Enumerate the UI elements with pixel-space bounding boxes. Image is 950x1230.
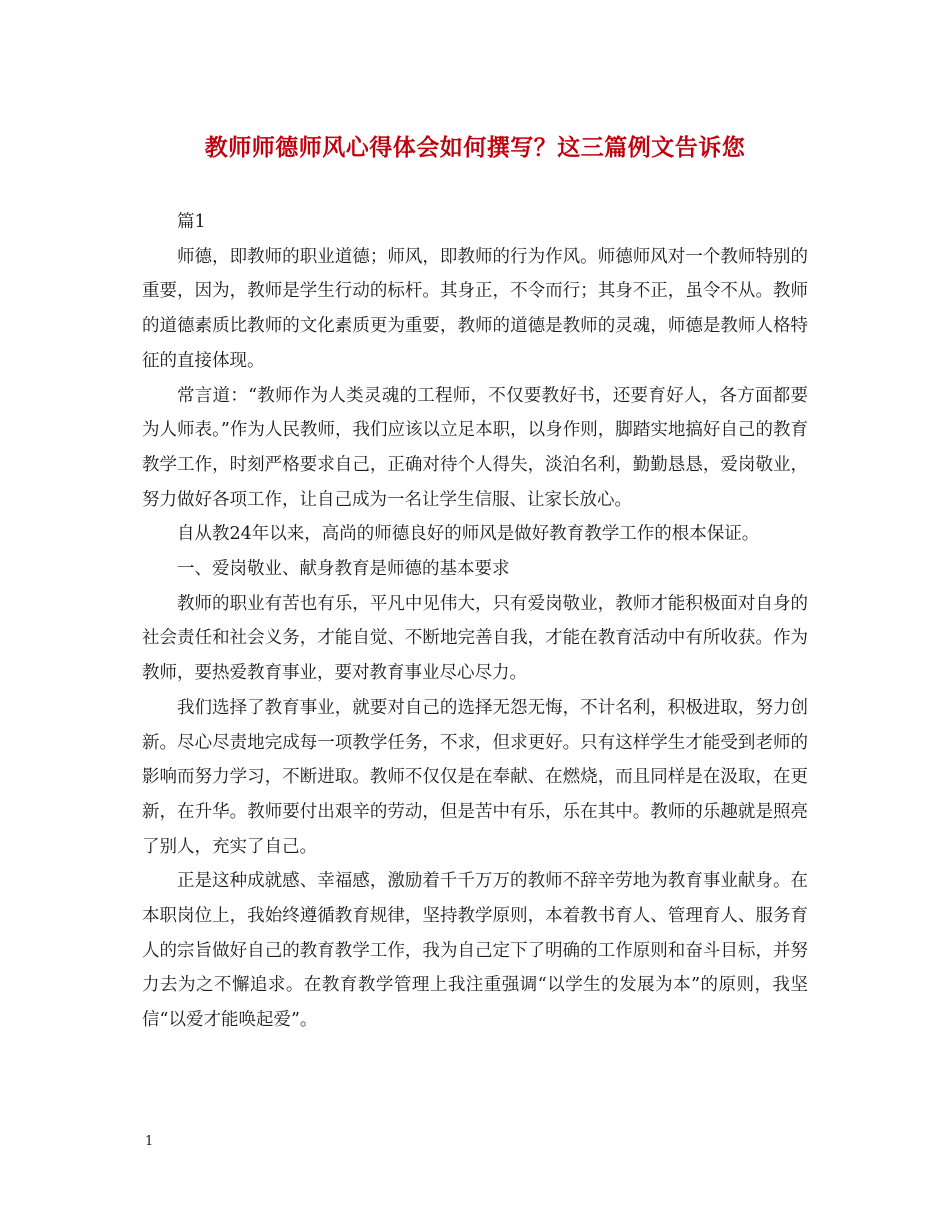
body-paragraph: 自从教24年以来，高尚的师德良好的师风是做好教育教学工作的根本保证。 xyxy=(177,524,760,545)
section-heading: 一、爱岗敬业、献身教育是师德的基本要求 xyxy=(177,559,510,580)
body-paragraph: 教师的职业有苦也有乐，平凡中见伟大，只有爱岗敬业，教师才能积极面对自身的社会责任和社会义务，才能自觉、不断地完善自我，才能在教育活动中有所收获。作为教师，要热爱教育事业，要对教育事业尽心尽力。 xyxy=(142,593,808,684)
document-title: 教师师德师风心得体会如何撰写？这三篇例文告诉您 xyxy=(204,134,746,161)
body-paragraph: 师德，即教师的职业道德；师风，即教师的行为作风。师德师风对一个教师特别的重要，因为，教师是学生行动的标杆。其身正，不令而行；其身不正，虽令不从。教师的道德素质比教师的文化素质更为重要，教师的道德是教师的灵魂，师德是教师人格特征的直接体现。 xyxy=(142,246,808,371)
document-body xyxy=(142,205,808,1038)
section-label: 篇1 xyxy=(177,212,206,232)
page-number: 1 xyxy=(145,1134,154,1149)
body-paragraph: 常言道：“教师作为人类灵魂的工程师，不仅要教好书，还要育好人，各方面都要为人师表。”作为人民教师，我们应该以立足本职，以身作则，脚踏实地搞好自己的教育教学工作，时刻严格要求自己，正确对待个人得失，淡泊名利，勤勤恳恳，爱岗敬业，努力做好各项工作，让自己成为一名让学生信服、让家长放心。 xyxy=(142,385,808,510)
body-paragraph: 正是这种成就感、幸福感，激励着千千万万的教师不辞辛劳地为教育事业献身。在本职岗位上，我始终遵循教育规律，坚持教学原则，本着教书育人、管理育人、服务育人的宗旨做好自己的教育教学工作，我为自己定下了明确的工作原则和奋斗目标，并努力去为之不懈追求。在教育教学管理上我注重强调“以学生的发展为本”的原则，我坚信“以爱才能唤起爱”。 xyxy=(142,871,808,1031)
body-paragraph: 我们选择了教育事业，就要对自己的选择无怨无悔，不计名利，积极进取，努力创新。尽心尽责地完成每一项教学任务，不求，但求更好。只有这样学生才能受到老师的影响而努力学习，不断进取。教师不仅仅是在奉献、在燃烧，而且同样是在汲取，在更新，在升华。教师要付出艰辛的劳动，但是苦中有乐，乐在其中。教师的乐趣就是照亮了别人，充实了自己。 xyxy=(142,697,808,857)
